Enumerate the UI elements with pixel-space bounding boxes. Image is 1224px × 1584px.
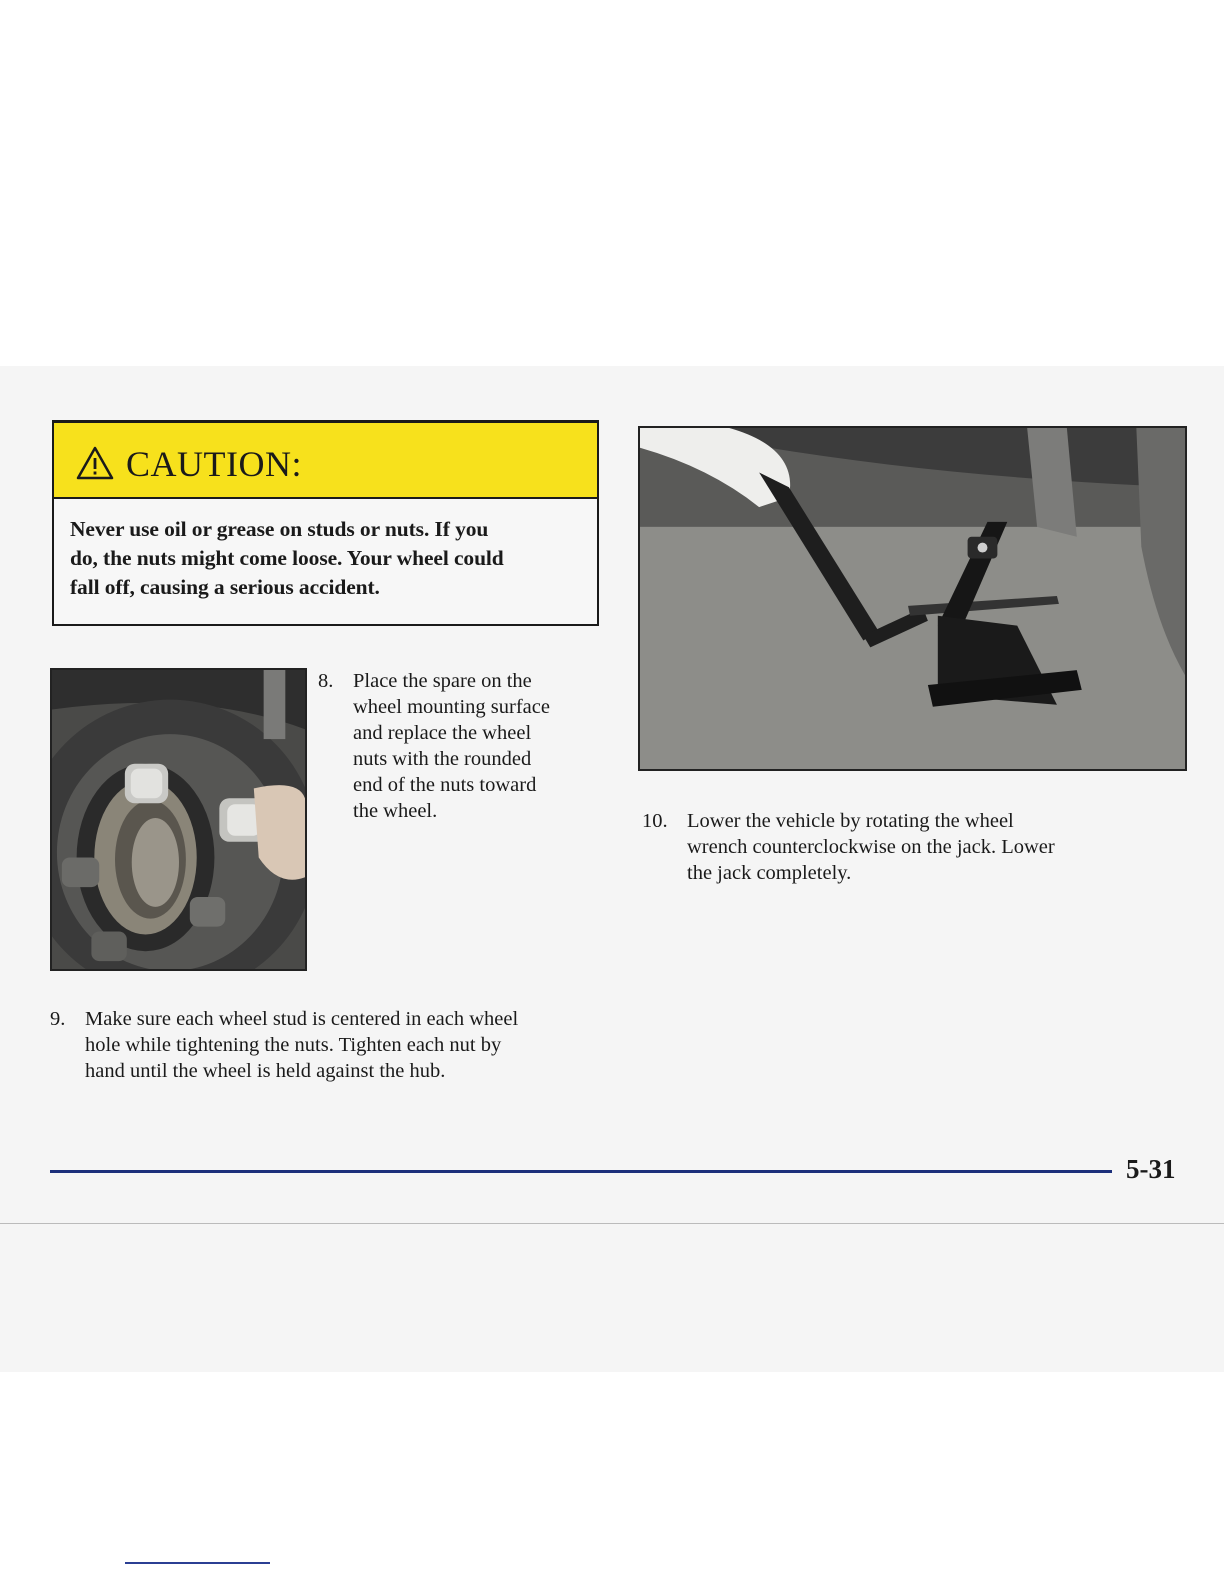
step-9 (50, 1006, 610, 1084)
step-number: 10. (642, 810, 668, 832)
caution-text (54, 499, 597, 602)
caution-line: fall off, causing a serious accident. (70, 575, 380, 599)
step-line: wrench counterclockwise on the jack. Lower (687, 836, 1055, 858)
warning-triangle-icon (76, 446, 114, 480)
step-10 (642, 808, 1132, 886)
scan-artifact-line (125, 1562, 270, 1564)
wheel-hub-photo (50, 668, 307, 971)
step-line: nuts with the rounded (353, 748, 532, 770)
page-edge-line (0, 1223, 1224, 1224)
step-line: Place the spare on the (353, 670, 532, 692)
step-text (353, 668, 593, 824)
caution-line: Never use oil or grease on studs or nuts. If you (70, 517, 489, 541)
caution-line: do, the nuts might come loose. Your wheel could (70, 546, 504, 570)
step-line: end of the nuts toward (353, 774, 537, 796)
step-line: hand until the wheel is held against the hub. (85, 1060, 446, 1082)
step-text (85, 1006, 610, 1084)
step-line: hole while tightening the nuts. Tighten each nut by (85, 1034, 502, 1056)
jack-lowering-photo (638, 426, 1187, 771)
step-line: the wheel. (353, 800, 438, 822)
step-text (687, 808, 1132, 886)
caution-header (54, 423, 597, 499)
footer-rule (50, 1170, 1112, 1173)
caution-title: CAUTION: (126, 444, 302, 484)
step-8 (318, 668, 593, 824)
caution-box (52, 420, 599, 626)
page-number: 5-31 (1126, 1154, 1176, 1184)
step-line: and replace the wheel (353, 722, 532, 744)
step-line: the jack completely. (687, 862, 852, 884)
step-number: 9. (50, 1008, 66, 1030)
step-line: wheel mounting surface (353, 696, 550, 718)
step-line: Make sure each wheel stud is centered in each wheel (85, 1008, 519, 1030)
step-line: Lower the vehicle by rotating the wheel (687, 810, 1014, 832)
step-number: 8. (318, 670, 334, 692)
